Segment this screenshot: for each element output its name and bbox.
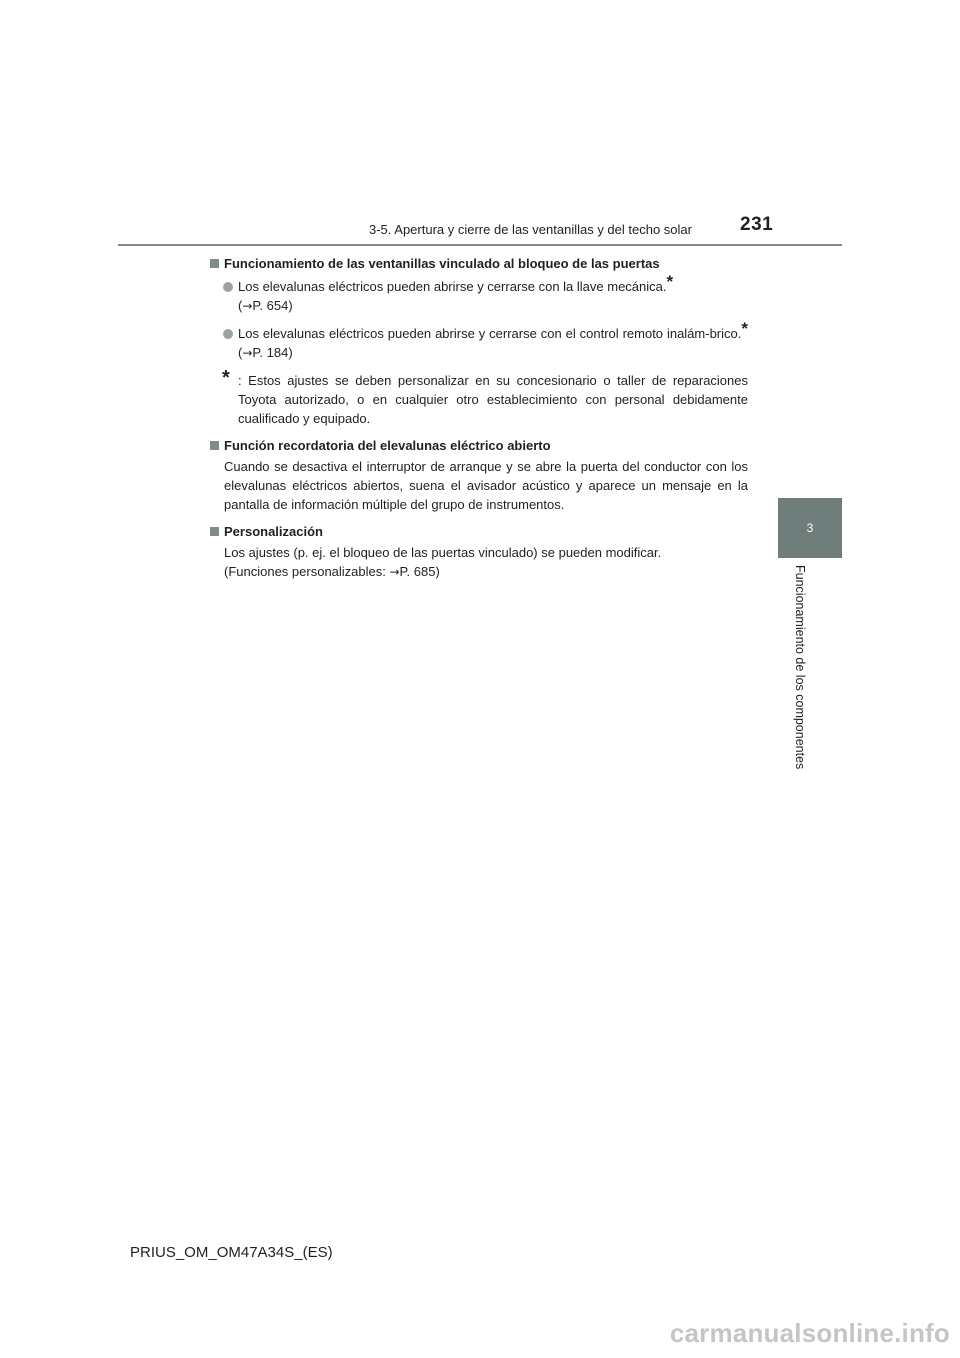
asterisk-mark: *: [741, 319, 748, 338]
chapter-number: 3: [806, 521, 814, 535]
section-reminder: [210, 436, 748, 514]
reference-prefix: (Funciones personalizables:: [224, 564, 390, 579]
footnote-text: : Estos ajustes se deben personalizar en su concesionario o taller de reparaciones Toyota autorizado, o en cualquier otro establecimiento con personal debidamente cualificado y equipado.: [238, 373, 748, 426]
page-number: 231: [740, 214, 774, 235]
arrow-right-icon: →: [242, 299, 253, 313]
reference-open: (: [238, 298, 243, 313]
section-paragraph: Cuando se desactiva el interruptor de arranque y se abre la puerta del conductor con los elevalunas eléctricos abiertos, suena el avisador acústico y aparece un mensaje en la pantalla de información múltiple del grupo de instrumentos.: [224, 459, 748, 512]
bullet-text: Los elevalunas eléctricos pueden abrirse y cerrarse con la llave mecánica.: [238, 279, 667, 294]
bullet-item: [210, 272, 748, 316]
page-header-title: 3-5. Apertura y cierre de las ventanillas y del techo solar: [368, 222, 692, 237]
square-bullet-icon: [210, 441, 219, 450]
bullet-text: Los elevalunas eléctricos pueden abrirse y cerrarse con el control remoto inalám-brico.: [238, 326, 742, 341]
footnote-asterisk: *: [222, 367, 230, 389]
asterisk-mark: *: [666, 272, 674, 291]
round-bullet-icon: [223, 282, 233, 292]
content-body: [210, 254, 748, 586]
page-reference-link[interactable]: P. 685): [399, 564, 440, 579]
round-bullet-icon: [223, 329, 233, 339]
chapter-tab[interactable]: [778, 498, 842, 558]
section-heading: [210, 522, 748, 541]
section-paragraph-line: Los ajustes (p. ej. el bloqueo de las puertas vinculado) se pueden modificar.: [224, 545, 662, 560]
section-paragraph-line: [210, 562, 748, 582]
square-bullet-icon: [210, 259, 219, 268]
section-heading-text: Función recordatoria del elevalunas eléctrico abierto: [224, 438, 551, 453]
section-heading: [210, 436, 748, 455]
section-customization: [210, 522, 748, 582]
watermark: carmanualsonline.info: [669, 1318, 950, 1348]
footer-document-code: PRIUS_OM_OM47A34S_(ES): [130, 1244, 333, 1261]
section-window-lock: [210, 254, 748, 428]
section-heading: [210, 254, 748, 273]
section-heading-text: Funcionamiento de las ventanillas vinculado al bloqueo de las puertas: [224, 256, 660, 271]
section-heading-text: Personalización: [224, 524, 323, 539]
page-reference-link[interactable]: P. 184): [252, 345, 293, 360]
header-rule: [118, 244, 842, 246]
page-reference-link[interactable]: P. 654): [252, 298, 293, 313]
bullet-item: [210, 319, 748, 363]
arrow-right-icon: →: [389, 565, 400, 579]
arrow-right-icon: →: [242, 346, 253, 360]
chapter-label-vertical: Funcionamiento de los componentes: [793, 565, 807, 770]
square-bullet-icon: [210, 527, 219, 536]
reference-open: (: [238, 345, 243, 360]
footnote: [210, 367, 748, 428]
